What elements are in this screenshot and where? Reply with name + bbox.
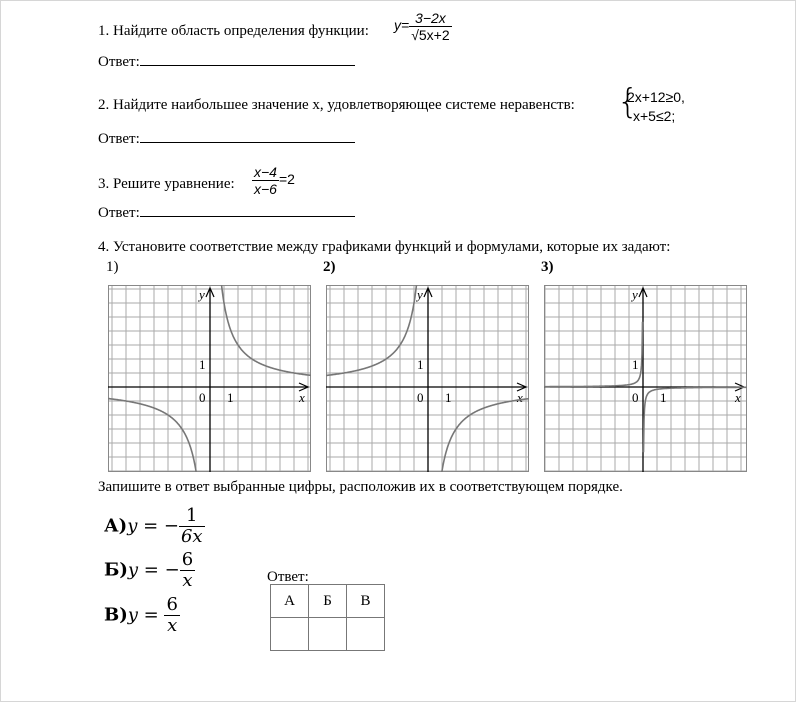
q1-answer-label: Ответ:	[98, 54, 140, 70]
formula-v-fraction	[164, 595, 179, 636]
q3-text: 3. Решите уравнение:	[98, 176, 235, 192]
formula-b	[104, 550, 195, 591]
q2-inequality-2: x+5≤2;	[633, 108, 676, 124]
q2-system	[627, 88, 685, 126]
q3-answer-label: Ответ:	[98, 205, 140, 221]
q1-answer	[98, 51, 355, 71]
y-axis-label: y	[632, 287, 638, 302]
formula-a-fraction	[179, 506, 205, 547]
formula-b-fraction	[180, 550, 195, 591]
formula-v-lhs: y =	[127, 604, 165, 626]
graph-1	[108, 285, 311, 472]
q2-answer-line[interactable]	[140, 128, 355, 143]
x-unit-label: 1	[445, 390, 452, 405]
q3-formula	[252, 164, 295, 197]
graph-border	[545, 286, 747, 472]
origin-label: 0	[199, 390, 206, 405]
formula-v	[104, 595, 180, 636]
origin-label: 0	[632, 390, 639, 405]
answer-cell-a[interactable]	[271, 618, 309, 651]
q1-y: y=	[394, 17, 410, 34]
answer-table	[270, 584, 385, 651]
formula-a-den: 6x	[180, 526, 203, 547]
formula-v-label: В)	[104, 604, 128, 626]
q3-fraction	[252, 164, 279, 197]
q4-text: 4. Установите соответствие между графиками функций и формулами, которые их задают:	[98, 239, 671, 255]
q3-answer-line[interactable]	[140, 202, 355, 217]
answer-cell-v[interactable]	[347, 618, 385, 651]
q1-fraction	[409, 10, 451, 43]
formula-b-den: x	[182, 570, 193, 591]
answer-header-b: Б	[309, 585, 347, 618]
hyperbola-branch-neg	[108, 399, 197, 473]
answer-header-a: А	[271, 585, 309, 618]
answer-table-header	[271, 585, 385, 618]
formula-a	[104, 506, 205, 547]
x-axis-label: x	[517, 390, 523, 405]
q1-radicand: 5x+2	[418, 27, 450, 43]
q3-answer	[98, 202, 355, 222]
origin-label: 0	[417, 390, 424, 405]
y-axis-label: y	[199, 287, 205, 302]
graph-3	[544, 285, 747, 472]
x-axis-label: x	[299, 390, 305, 405]
formula-v-den: x	[167, 615, 178, 636]
formula-b-num: 6	[181, 549, 194, 570]
graph-label-2: 2)	[323, 259, 336, 275]
graph-label-1: 1)	[106, 259, 119, 275]
q3-numerator: x−4	[254, 164, 277, 180]
q4-answer-label: Ответ:	[267, 569, 309, 585]
q4-instruction: Запишите в ответ выбранные цифры, расположив их в соответствующем порядке.	[98, 479, 623, 495]
q2-brace: {	[617, 82, 639, 122]
q1-formula	[394, 10, 452, 43]
answer-cell-b[interactable]	[309, 618, 347, 651]
x-axis-label: x	[735, 390, 741, 405]
graph-2	[326, 285, 529, 472]
answer-table-inputs	[271, 618, 385, 651]
q1-text: 1. Найдите область определения функции:	[98, 23, 369, 39]
q2-inequality-1: 2x+12≥0,	[627, 89, 685, 105]
answer-header-v: В	[347, 585, 385, 618]
q1-denominator: √5x+2	[411, 27, 450, 43]
y-unit-label: 1	[199, 357, 206, 372]
y-axis-label: y	[417, 287, 423, 302]
q2-text: 2. Найдите наибольшее значение х, удовлетворяющее системе неравенств:	[98, 97, 575, 113]
q1-answer-line[interactable]	[140, 51, 355, 66]
hyperbola-branch-pos	[442, 399, 530, 472]
x-unit-label: 1	[227, 390, 234, 405]
q2-answer-label: Ответ:	[98, 131, 140, 147]
q2-answer	[98, 128, 355, 148]
y-unit-label: 1	[632, 357, 639, 372]
formula-a-label: А)	[104, 515, 128, 537]
x-unit-label: 1	[660, 390, 667, 405]
formula-v-num: 6	[166, 594, 178, 615]
formula-b-lhs: y = −	[127, 559, 180, 581]
formula-a-lhs: y = −	[127, 515, 179, 537]
formula-a-num: 1	[179, 506, 205, 527]
q3-denominator: x−6	[254, 181, 277, 197]
graph-label-3: 3)	[541, 259, 554, 275]
formula-b-label: Б)	[104, 559, 128, 581]
q3-rhs: =2	[278, 171, 295, 188]
y-unit-label: 1	[417, 357, 424, 372]
q1-numerator: 3−2x	[409, 10, 451, 27]
